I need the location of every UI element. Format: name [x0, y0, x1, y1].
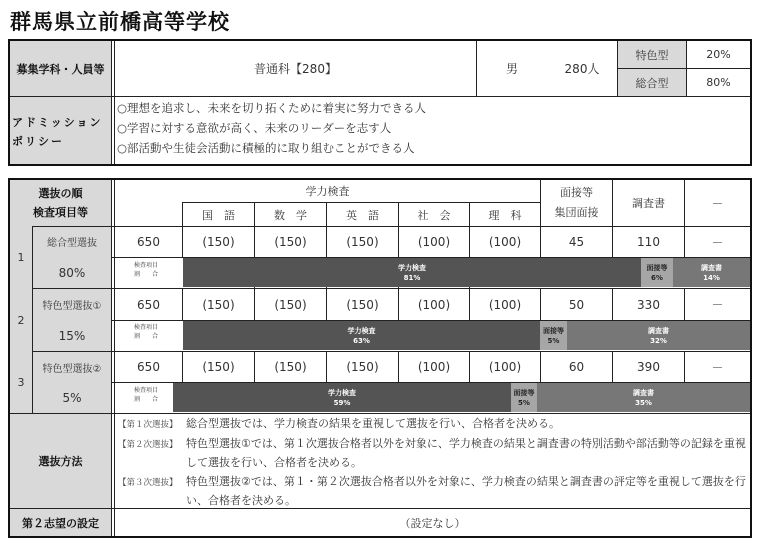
- row-name-3: 特色型選抜②: [42, 363, 102, 375]
- header-other: －: [711, 196, 724, 211]
- method-item-1: 【第１次選抜】 総合型選抜では、学力検査の結果を重視して選抜を行い、合格者を決める。: [118, 417, 560, 430]
- row1-social: (100): [417, 235, 451, 249]
- type-value-tokushoku: 20%: [706, 48, 731, 61]
- row3-other: －: [711, 360, 724, 375]
- row2-ratio-bar: [183, 321, 750, 350]
- row1-bar-academic: 学力検査 81%: [183, 258, 641, 287]
- row1-math: (150): [274, 235, 307, 249]
- method-list: 【第１次選抜】 総合型選抜では、学力検査の結果を重視して選抜を行い、合格者を決める。 【第２次選抜】 特色型選抜①では、第１次選抜合格者以外を対象に、学力検査の結果と調査書の特別活動や部活動等の記録を重視 して選抜を行い、合格者を決める。 【第３次選抜】 特色型選抜②では、第１・第２次選抜合格者以外を対象に、学力検査の結果と調査書の評定等を重視して選抜を行 い、合格者を決める。: [118, 417, 746, 507]
- row-name-2: 特色型選抜①: [42, 301, 102, 312]
- policy-item: ○部活動や生徒会活動に積極的に取り組むことができる人: [117, 141, 415, 155]
- recruitment-policy-table: [8, 39, 752, 166]
- header-subject-math: 数 学: [274, 208, 307, 222]
- policy-list: [117, 98, 426, 158]
- row3-english: (150): [346, 360, 379, 374]
- row1-bar-report: 調査書 14%: [673, 258, 750, 287]
- method-label: 選抜方法: [10, 414, 111, 508]
- row-share-2: 15%: [58, 328, 86, 343]
- gender: 男: [505, 62, 518, 76]
- row3-bar-interview: 面接等 5%: [511, 383, 537, 412]
- policy-item: ○理想を追求し、未来を切り拓くために着実に努力できる人: [117, 101, 427, 115]
- order-3: 3: [17, 375, 25, 389]
- total-capacity: 280人: [564, 62, 600, 76]
- row2-ratio-label: 検査項目 割 合: [134, 324, 159, 340]
- type-value-sogo: 80%: [706, 76, 731, 89]
- header-subject-social: 社 会: [417, 208, 451, 222]
- row1-report: 110: [637, 235, 660, 249]
- second-choice-label: 第２志望の設定: [10, 509, 111, 536]
- row-share-1: 80%: [58, 265, 86, 280]
- row2-total: 650: [137, 297, 160, 312]
- header-subject-japanese: 国 語: [202, 208, 235, 222]
- row1-japanese: (150): [202, 235, 235, 249]
- row1-ratio-label: 検査項目 割 合: [134, 262, 159, 278]
- second-choice-value: （設定なし）: [399, 516, 466, 530]
- header-corner: 選抜の順 検査項目等: [33, 187, 88, 219]
- row3-ratio-label: 検査項目 割 合: [134, 387, 159, 403]
- row2-japanese: (150): [202, 297, 235, 312]
- method-item-2: 【第２次選抜】 特色型選抜①では、第１次選抜合格者以外を対象に、学力検査の結果と調査書の特別活動や部活動等の記録を重視: [118, 436, 746, 450]
- row3-japanese: (150): [202, 360, 235, 374]
- row2-interview: 50: [568, 297, 585, 312]
- type-label-sogo: 総合型: [618, 69, 686, 96]
- row2-other: －: [711, 298, 724, 312]
- row2-bar-report: 調査書 32%: [567, 321, 750, 350]
- row3-total: 650: [137, 360, 160, 374]
- school-title: 群馬県立前橋高等学校: [10, 10, 230, 34]
- row-name-1: 総合型選抜: [47, 238, 97, 249]
- course-capacity: 普通科【280】: [254, 62, 337, 76]
- policy-item: ○学習に対する意欲が高く、未来のリーダーを志す人: [117, 121, 392, 135]
- row2-bar-interview: 面接等 5%: [540, 321, 567, 350]
- row1-interview: 45: [568, 235, 585, 249]
- header-interview: 面接等 集団面接: [554, 186, 599, 219]
- row1-science: (100): [488, 235, 522, 249]
- row3-math: (150): [274, 360, 307, 374]
- row1-total: 650: [137, 235, 160, 249]
- order-1: 1: [17, 250, 25, 264]
- recruitment-label: 募集学科・人員等: [10, 41, 111, 96]
- row3-report: 390: [637, 360, 660, 374]
- row1-other: －: [711, 235, 724, 250]
- method-item-3: 【第３次選抜】 特色型選抜②では、第１・第２次選抜合格者以外を対象に、学力検査の結果と調査書の評定等を重視して選抜を行: [118, 474, 746, 488]
- type-label-tokushoku: 特色型: [618, 41, 686, 68]
- header-academic: 学力検査: [305, 185, 350, 198]
- header-report: 調査書: [632, 197, 665, 210]
- row1-ratio-bar: [183, 258, 750, 287]
- row2-bar-academic: 学力検査 63%: [183, 321, 540, 350]
- header-subject-science: 理 科: [488, 208, 522, 222]
- row1-bar-interview: 面接等 6%: [641, 258, 673, 287]
- row2-social: (100): [417, 297, 451, 312]
- selection-table: [8, 178, 752, 538]
- header-subject-english: 英 語: [346, 208, 379, 222]
- row3-science: (100): [488, 360, 522, 374]
- row-share-3: 5%: [62, 390, 82, 405]
- row2-english: (150): [346, 297, 379, 312]
- row3-bar-academic: 学力検査 59%: [173, 383, 511, 412]
- row2-science: (100): [488, 297, 522, 312]
- order-2: 2: [17, 313, 25, 327]
- row3-bar-report: 調査書 35%: [537, 383, 750, 412]
- row3-interview: 60: [568, 360, 585, 374]
- row3-ratio-bar: [173, 383, 750, 412]
- row1-english: (150): [346, 235, 379, 249]
- policy-label: アドミッション ポリシー: [10, 97, 111, 164]
- row2-report: 330: [637, 297, 660, 312]
- row2-math: (150): [274, 297, 307, 312]
- row3-social: (100): [417, 360, 451, 374]
